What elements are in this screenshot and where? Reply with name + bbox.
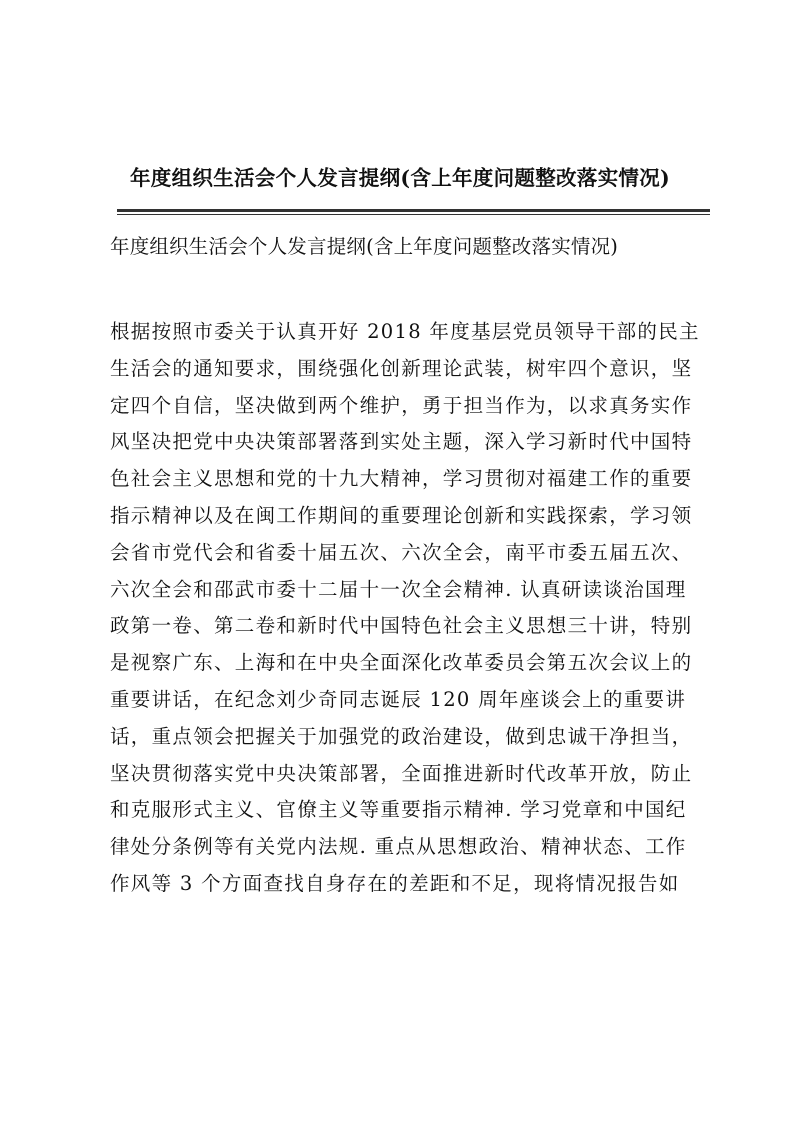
document-title: 年度组织生活会个人发言提纲(含上年度问题整改落实情况) (130, 166, 670, 190)
body-line: 定四个自信，坚决做到两个维护，勇于担当作为，以求真务实作 (110, 393, 693, 417)
body-line: 话，重点领会把握关于加强党的政治建设，做到忠诚干净担当， (110, 724, 693, 748)
document-subtitle: 年度组织生活会个人发言提纲(含上年度问题整改落实情况) (110, 235, 619, 258)
body-line: 律处分条例等有关党内法规. 重点从思想政治、精神状态、工作 (110, 835, 687, 859)
title-divider-thin (117, 214, 710, 215)
body-line: 风坚决把党中央决策部署落到实处主题，深入学习新时代中国特 (110, 430, 693, 454)
body-line: 重要讲话，在纪念刘少奇同志诞辰 120 周年座谈会上的重要讲 (110, 687, 687, 711)
body-line: 坚决贯彻落实党中央决策部署，全面推进新时代改革开放，防止 (110, 761, 693, 785)
body-line: 政第一卷、第二卷和新时代中国特色社会主义思想三十讲，特别 (110, 614, 693, 638)
body-line: 生活会的通知要求，围绕强化创新理论武装，树牢四个意识，坚 (110, 356, 693, 380)
body-line: 是视察广东、上海和在中央全面深化改革委员会第五次会议上的 (110, 651, 693, 675)
title-divider-thick (117, 209, 710, 212)
body-line: 作风等 3 个方面查找自身存在的差距和不足，现将情况报告如 (110, 871, 680, 895)
body-line: 和克服形式主义、官僚主义等重要指示精神. 学习党章和中国纪 (110, 798, 687, 822)
body-line: 根据按照市委关于认真开好 2018 年度基层党员领导干部的民主 (110, 320, 700, 343)
body-line: 指示精神以及在闽工作期间的重要理论创新和实践探索，学习领 (110, 503, 693, 527)
body-line: 六次全会和邵武市委十二届十一次全会精神. 认真研读谈治国理 (110, 577, 687, 601)
body-line: 会省市党代会和省委十届五次、六次全会，南平市委五届五次、 (110, 540, 693, 564)
body-line: 色社会主义思想和党的十九大精神，学习贯彻对福建工作的重要 (110, 467, 693, 491)
body-paragraph (110, 314, 710, 903)
